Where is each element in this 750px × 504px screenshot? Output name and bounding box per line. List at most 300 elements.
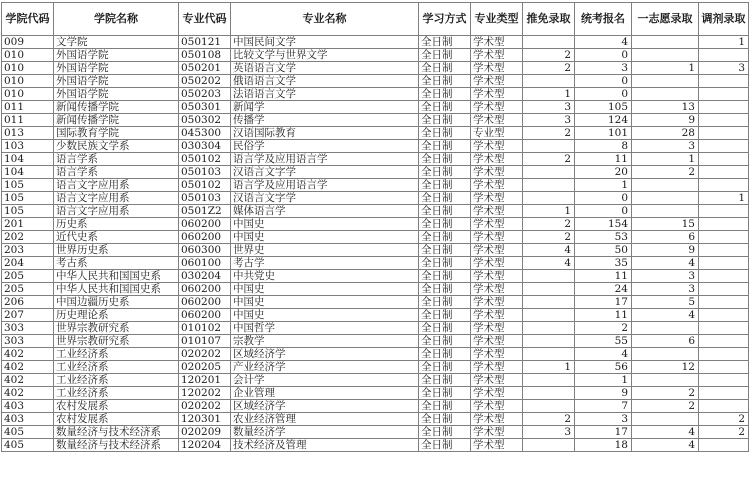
cell-college-code: 010 xyxy=(2,62,54,75)
table-row xyxy=(2,127,749,140)
cell-major-name: 技术经济及管理 xyxy=(231,439,419,452)
cell-first-choice: 3 xyxy=(632,140,699,153)
cell-study-mode: 全日制 xyxy=(419,192,471,205)
cell-major-name: 汉语言文字学 xyxy=(231,192,419,205)
table-row xyxy=(2,361,749,374)
cell-transfer xyxy=(699,218,749,231)
cell-major-name: 世界史 xyxy=(231,244,419,257)
cell-study-mode: 全日制 xyxy=(419,426,471,439)
cell-study-mode: 全日制 xyxy=(419,270,471,283)
cell-recommended: 2 xyxy=(523,49,575,62)
cell-college-code: 201 xyxy=(2,218,54,231)
cell-college-name: 世界历史系 xyxy=(54,244,179,257)
cell-major-code: 060300 xyxy=(179,244,231,257)
cell-major-type: 学术型 xyxy=(471,309,523,322)
cell-study-mode: 全日制 xyxy=(419,114,471,127)
cell-college-name: 世界宗教研究系 xyxy=(54,335,179,348)
cell-recommended: 2 xyxy=(523,231,575,244)
cell-recommended: 1 xyxy=(523,361,575,374)
cell-first-choice xyxy=(632,374,699,387)
cell-exam-applicants: 35 xyxy=(575,257,632,270)
cell-college-code: 202 xyxy=(2,231,54,244)
cell-recommended: 3 xyxy=(523,114,575,127)
cell-major-name: 中共党史 xyxy=(231,270,419,283)
cell-college-code: 303 xyxy=(2,335,54,348)
cell-study-mode: 全日制 xyxy=(419,439,471,452)
cell-recommended xyxy=(523,283,575,296)
cell-recommended: 2 xyxy=(523,62,575,75)
cell-study-mode: 全日制 xyxy=(419,166,471,179)
cell-recommended: 4 xyxy=(523,257,575,270)
table-row xyxy=(2,283,749,296)
cell-major-type: 学术型 xyxy=(471,257,523,270)
cell-college-name: 工业经济系 xyxy=(54,348,179,361)
cell-major-type: 学术型 xyxy=(471,49,523,62)
cell-major-name: 媒体语言学 xyxy=(231,205,419,218)
cell-first-choice: 9 xyxy=(632,244,699,257)
cell-major-code: 0501Z2 xyxy=(179,205,231,218)
cell-transfer xyxy=(699,244,749,257)
cell-major-type: 学术型 xyxy=(471,179,523,192)
cell-transfer xyxy=(699,309,749,322)
cell-major-code: 060200 xyxy=(179,218,231,231)
table-row xyxy=(2,335,749,348)
cell-first-choice: 4 xyxy=(632,439,699,452)
cell-major-name: 中国史 xyxy=(231,309,419,322)
cell-college-code: 402 xyxy=(2,387,54,400)
cell-study-mode: 全日制 xyxy=(419,374,471,387)
cell-college-name: 工业经济系 xyxy=(54,374,179,387)
cell-college-code: 206 xyxy=(2,296,54,309)
cell-major-code: 020205 xyxy=(179,361,231,374)
cell-study-mode: 全日制 xyxy=(419,205,471,218)
cell-exam-applicants: 3 xyxy=(575,413,632,426)
cell-major-code: 030204 xyxy=(179,270,231,283)
cell-transfer xyxy=(699,387,749,400)
cell-college-code: 103 xyxy=(2,140,54,153)
cell-college-code: 105 xyxy=(2,179,54,192)
cell-major-type: 专业型 xyxy=(471,127,523,140)
cell-college-name: 语言学系 xyxy=(54,166,179,179)
cell-first-choice: 9 xyxy=(632,114,699,127)
cell-study-mode: 全日制 xyxy=(419,335,471,348)
cell-college-code: 405 xyxy=(2,439,54,452)
cell-exam-applicants: 101 xyxy=(575,127,632,140)
cell-first-choice: 2 xyxy=(632,387,699,400)
cell-study-mode: 全日制 xyxy=(419,179,471,192)
cell-major-code: 010107 xyxy=(179,335,231,348)
cell-major-name: 中国史 xyxy=(231,283,419,296)
cell-first-choice xyxy=(632,36,699,49)
cell-exam-applicants: 0 xyxy=(575,192,632,205)
table-row xyxy=(2,153,749,166)
cell-major-name: 俄语语言文学 xyxy=(231,75,419,88)
cell-exam-applicants: 0 xyxy=(575,88,632,101)
cell-transfer xyxy=(699,322,749,335)
cell-study-mode: 全日制 xyxy=(419,257,471,270)
cell-college-name: 文学院 xyxy=(54,36,179,49)
cell-college-name: 历史理论系 xyxy=(54,309,179,322)
cell-major-type: 学术型 xyxy=(471,166,523,179)
cell-study-mode: 全日制 xyxy=(419,75,471,88)
cell-exam-applicants: 55 xyxy=(575,335,632,348)
cell-first-choice: 3 xyxy=(632,270,699,283)
cell-college-name: 外国语学院 xyxy=(54,75,179,88)
cell-major-code: 060200 xyxy=(179,309,231,322)
cell-major-name: 民俗学 xyxy=(231,140,419,153)
cell-college-name: 农村发展系 xyxy=(54,400,179,413)
cell-exam-applicants: 20 xyxy=(575,166,632,179)
cell-major-type: 学术型 xyxy=(471,36,523,49)
cell-exam-applicants: 8 xyxy=(575,140,632,153)
cell-college-code: 402 xyxy=(2,361,54,374)
table-row xyxy=(2,426,749,439)
cell-major-code: 050203 xyxy=(179,88,231,101)
cell-major-code: 060200 xyxy=(179,296,231,309)
cell-college-name: 近代史系 xyxy=(54,231,179,244)
cell-college-name: 世界宗教研究系 xyxy=(54,322,179,335)
cell-first-choice xyxy=(632,322,699,335)
cell-college-code: 010 xyxy=(2,49,54,62)
cell-college-name: 中国边疆历史系 xyxy=(54,296,179,309)
cell-major-name: 区域经济学 xyxy=(231,400,419,413)
cell-major-code: 050302 xyxy=(179,114,231,127)
cell-exam-applicants: 24 xyxy=(575,283,632,296)
cell-transfer xyxy=(699,49,749,62)
cell-transfer xyxy=(699,335,749,348)
table-row xyxy=(2,75,749,88)
cell-first-choice: 4 xyxy=(632,309,699,322)
cell-recommended: 3 xyxy=(523,426,575,439)
cell-major-type: 学术型 xyxy=(471,283,523,296)
cell-college-code: 104 xyxy=(2,153,54,166)
table-row xyxy=(2,192,749,205)
table-row xyxy=(2,140,749,153)
cell-first-choice: 5 xyxy=(632,296,699,309)
admission-table xyxy=(1,2,749,452)
cell-exam-applicants: 105 xyxy=(575,101,632,114)
cell-first-choice: 1 xyxy=(632,153,699,166)
cell-major-type: 学术型 xyxy=(471,62,523,75)
cell-college-name: 外国语学院 xyxy=(54,62,179,75)
cell-college-name: 考古系 xyxy=(54,257,179,270)
cell-major-code: 060100 xyxy=(179,257,231,270)
table-row xyxy=(2,179,749,192)
cell-recommended xyxy=(523,179,575,192)
cell-study-mode: 全日制 xyxy=(419,361,471,374)
cell-transfer: 2 xyxy=(699,413,749,426)
cell-college-name: 国际教育学院 xyxy=(54,127,179,140)
cell-transfer xyxy=(699,348,749,361)
cell-college-code: 104 xyxy=(2,166,54,179)
cell-major-type: 学术型 xyxy=(471,101,523,114)
cell-first-choice: 15 xyxy=(632,218,699,231)
cell-first-choice xyxy=(632,88,699,101)
cell-college-name: 语言学系 xyxy=(54,153,179,166)
table-row xyxy=(2,49,749,62)
cell-study-mode: 全日制 xyxy=(419,49,471,62)
cell-major-name: 英语语言文学 xyxy=(231,62,419,75)
cell-study-mode: 全日制 xyxy=(419,387,471,400)
cell-recommended: 1 xyxy=(523,88,575,101)
cell-exam-applicants: 53 xyxy=(575,231,632,244)
cell-major-type: 学术型 xyxy=(471,153,523,166)
table-body xyxy=(2,36,749,452)
cell-major-name: 区域经济学 xyxy=(231,348,419,361)
table-row xyxy=(2,244,749,257)
cell-study-mode: 全日制 xyxy=(419,231,471,244)
cell-recommended xyxy=(523,400,575,413)
table-row xyxy=(2,348,749,361)
cell-college-code: 009 xyxy=(2,36,54,49)
cell-recommended: 2 xyxy=(523,413,575,426)
cell-first-choice: 28 xyxy=(632,127,699,140)
cell-major-type: 学术型 xyxy=(471,335,523,348)
table-row xyxy=(2,413,749,426)
cell-major-name: 宗教学 xyxy=(231,335,419,348)
cell-transfer xyxy=(699,439,749,452)
header-recommended: 推免录取 xyxy=(523,3,575,36)
cell-major-code: 050103 xyxy=(179,192,231,205)
cell-major-code: 020209 xyxy=(179,426,231,439)
cell-transfer xyxy=(699,114,749,127)
cell-transfer xyxy=(699,257,749,270)
cell-major-code: 050108 xyxy=(179,49,231,62)
cell-exam-applicants: 11 xyxy=(575,153,632,166)
cell-major-type: 学术型 xyxy=(471,270,523,283)
cell-exam-applicants: 2 xyxy=(575,322,632,335)
cell-college-code: 205 xyxy=(2,270,54,283)
cell-college-code: 105 xyxy=(2,192,54,205)
cell-major-code: 045300 xyxy=(179,127,231,140)
cell-major-type: 学术型 xyxy=(471,75,523,88)
cell-college-name: 语言文字应用系 xyxy=(54,192,179,205)
cell-college-code: 207 xyxy=(2,309,54,322)
cell-exam-applicants: 3 xyxy=(575,62,632,75)
cell-transfer xyxy=(699,270,749,283)
cell-college-name: 语言文字应用系 xyxy=(54,205,179,218)
cell-study-mode: 全日制 xyxy=(419,283,471,296)
cell-study-mode: 全日制 xyxy=(419,309,471,322)
cell-first-choice: 4 xyxy=(632,426,699,439)
cell-exam-applicants: 124 xyxy=(575,114,632,127)
cell-major-name: 比较文学与世界文学 xyxy=(231,49,419,62)
cell-college-name: 外国语学院 xyxy=(54,49,179,62)
cell-recommended xyxy=(523,348,575,361)
cell-transfer xyxy=(699,400,749,413)
cell-first-choice: 3 xyxy=(632,283,699,296)
cell-major-name: 语言学及应用语言学 xyxy=(231,153,419,166)
cell-major-type: 学术型 xyxy=(471,114,523,127)
cell-transfer xyxy=(699,127,749,140)
cell-study-mode: 全日制 xyxy=(419,88,471,101)
cell-study-mode: 全日制 xyxy=(419,153,471,166)
cell-college-code: 403 xyxy=(2,400,54,413)
cell-exam-applicants: 4 xyxy=(575,348,632,361)
cell-major-type: 学术型 xyxy=(471,218,523,231)
cell-recommended: 2 xyxy=(523,153,575,166)
table-row xyxy=(2,205,749,218)
cell-major-name: 产业经济学 xyxy=(231,361,419,374)
cell-major-name: 中国民间文学 xyxy=(231,36,419,49)
cell-exam-applicants: 0 xyxy=(575,75,632,88)
cell-exam-applicants: 1 xyxy=(575,374,632,387)
cell-study-mode: 全日制 xyxy=(419,348,471,361)
table-row xyxy=(2,296,749,309)
cell-study-mode: 全日制 xyxy=(419,413,471,426)
cell-exam-applicants: 50 xyxy=(575,244,632,257)
cell-recommended xyxy=(523,166,575,179)
table-row xyxy=(2,166,749,179)
cell-recommended xyxy=(523,335,575,348)
cell-first-choice: 13 xyxy=(632,101,699,114)
cell-college-code: 011 xyxy=(2,114,54,127)
cell-transfer xyxy=(699,101,749,114)
cell-major-code: 120204 xyxy=(179,439,231,452)
cell-major-code: 020202 xyxy=(179,400,231,413)
cell-major-code: 120202 xyxy=(179,387,231,400)
cell-transfer: 3 xyxy=(699,62,749,75)
cell-college-name: 工业经济系 xyxy=(54,387,179,400)
cell-exam-applicants: 1 xyxy=(575,179,632,192)
cell-college-name: 新闻传播学院 xyxy=(54,101,179,114)
table-row xyxy=(2,270,749,283)
cell-transfer xyxy=(699,179,749,192)
header-first-choice: 一志愿录取 xyxy=(632,3,699,36)
header-major-name: 专业名称 xyxy=(231,3,419,36)
cell-college-code: 405 xyxy=(2,426,54,439)
cell-major-code: 050103 xyxy=(179,166,231,179)
cell-first-choice: 2 xyxy=(632,400,699,413)
cell-study-mode: 全日制 xyxy=(419,127,471,140)
cell-college-code: 011 xyxy=(2,101,54,114)
cell-first-choice xyxy=(632,413,699,426)
cell-college-code: 105 xyxy=(2,205,54,218)
cell-first-choice: 6 xyxy=(632,335,699,348)
cell-exam-applicants: 154 xyxy=(575,218,632,231)
cell-major-type: 学术型 xyxy=(471,231,523,244)
cell-recommended xyxy=(523,374,575,387)
cell-major-type: 学术型 xyxy=(471,426,523,439)
cell-study-mode: 全日制 xyxy=(419,322,471,335)
cell-major-type: 学术型 xyxy=(471,88,523,101)
cell-recommended xyxy=(523,36,575,49)
header-major-type: 专业类型 xyxy=(471,3,523,36)
header-transfer: 调剂录取 xyxy=(699,3,749,36)
cell-major-code: 050201 xyxy=(179,62,231,75)
cell-recommended xyxy=(523,309,575,322)
cell-study-mode: 全日制 xyxy=(419,400,471,413)
cell-major-name: 企业管理 xyxy=(231,387,419,400)
table-row xyxy=(2,114,749,127)
cell-recommended xyxy=(523,75,575,88)
cell-transfer: 2 xyxy=(699,426,749,439)
cell-college-name: 中华人民共和国国史系 xyxy=(54,283,179,296)
cell-recommended xyxy=(523,439,575,452)
cell-study-mode: 全日制 xyxy=(419,296,471,309)
cell-study-mode: 全日制 xyxy=(419,140,471,153)
cell-college-name: 少数民族文学系 xyxy=(54,140,179,153)
cell-major-type: 学术型 xyxy=(471,374,523,387)
cell-exam-applicants: 0 xyxy=(575,49,632,62)
cell-recommended: 2 xyxy=(523,218,575,231)
cell-major-code: 020202 xyxy=(179,348,231,361)
cell-first-choice: 2 xyxy=(632,166,699,179)
cell-exam-applicants: 9 xyxy=(575,387,632,400)
cell-first-choice xyxy=(632,192,699,205)
cell-major-name: 会计学 xyxy=(231,374,419,387)
cell-first-choice: 1 xyxy=(632,62,699,75)
cell-exam-applicants: 11 xyxy=(575,270,632,283)
cell-first-choice: 4 xyxy=(632,257,699,270)
cell-college-code: 010 xyxy=(2,88,54,101)
cell-major-name: 中国史 xyxy=(231,218,419,231)
cell-transfer xyxy=(699,296,749,309)
cell-first-choice xyxy=(632,49,699,62)
cell-first-choice xyxy=(632,348,699,361)
cell-major-code: 120301 xyxy=(179,413,231,426)
table-row xyxy=(2,257,749,270)
cell-first-choice xyxy=(632,75,699,88)
table-row xyxy=(2,439,749,452)
cell-college-name: 新闻传播学院 xyxy=(54,114,179,127)
cell-major-name: 中国史 xyxy=(231,296,419,309)
table-row xyxy=(2,400,749,413)
cell-transfer xyxy=(699,231,749,244)
table-row xyxy=(2,374,749,387)
table-row xyxy=(2,309,749,322)
cell-major-code: 060200 xyxy=(179,231,231,244)
cell-college-name: 数量经济与技术经济系 xyxy=(54,426,179,439)
cell-major-name: 数量经济学 xyxy=(231,426,419,439)
table-row xyxy=(2,322,749,335)
cell-transfer: 1 xyxy=(699,192,749,205)
cell-study-mode: 全日制 xyxy=(419,244,471,257)
header-exam-applicants: 统考报名 xyxy=(575,3,632,36)
cell-recommended xyxy=(523,322,575,335)
cell-transfer xyxy=(699,283,749,296)
cell-transfer xyxy=(699,88,749,101)
cell-exam-applicants: 0 xyxy=(575,205,632,218)
cell-major-code: 050102 xyxy=(179,153,231,166)
cell-exam-applicants: 18 xyxy=(575,439,632,452)
cell-major-code: 010102 xyxy=(179,322,231,335)
cell-recommended: 1 xyxy=(523,205,575,218)
table-row xyxy=(2,231,749,244)
cell-first-choice: 12 xyxy=(632,361,699,374)
cell-major-name: 考古学 xyxy=(231,257,419,270)
cell-college-code: 303 xyxy=(2,322,54,335)
cell-major-name: 传播学 xyxy=(231,114,419,127)
cell-major-code: 060200 xyxy=(179,283,231,296)
cell-major-code: 050202 xyxy=(179,75,231,88)
cell-exam-applicants: 7 xyxy=(575,400,632,413)
cell-study-mode: 全日制 xyxy=(419,36,471,49)
cell-major-name: 法语语言文学 xyxy=(231,88,419,101)
cell-college-code: 402 xyxy=(2,348,54,361)
cell-college-code: 403 xyxy=(2,413,54,426)
cell-major-type: 学术型 xyxy=(471,296,523,309)
cell-college-name: 农村发展系 xyxy=(54,413,179,426)
cell-college-code: 013 xyxy=(2,127,54,140)
table-row xyxy=(2,218,749,231)
cell-college-code: 203 xyxy=(2,244,54,257)
cell-college-code: 402 xyxy=(2,374,54,387)
cell-major-type: 学术型 xyxy=(471,413,523,426)
cell-transfer xyxy=(699,153,749,166)
cell-recommended: 2 xyxy=(523,127,575,140)
cell-college-name: 中华人民共和国国史系 xyxy=(54,270,179,283)
